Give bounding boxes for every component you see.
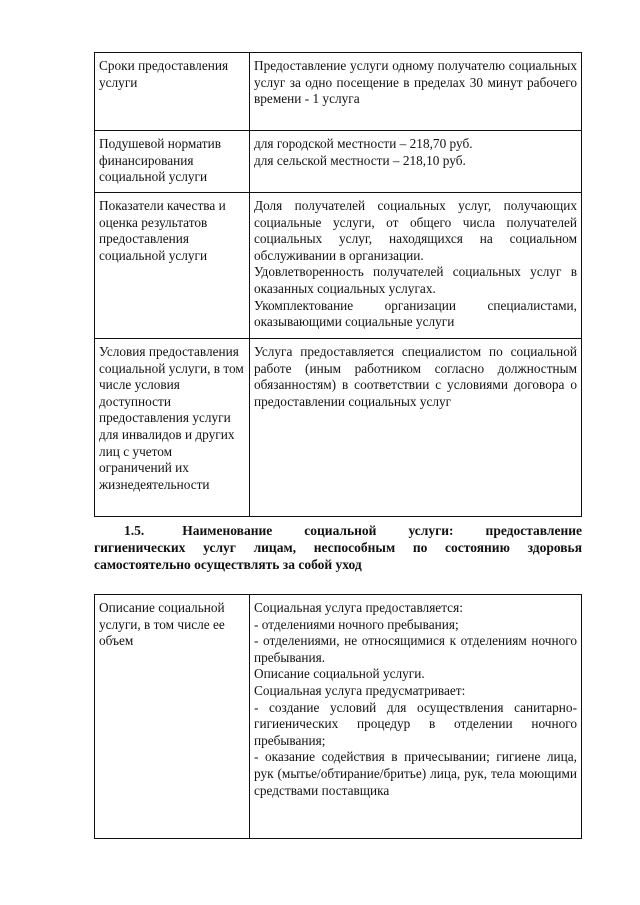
row-label: Показатели качества и оценка результатов предоставления социальной услуги: [95, 193, 250, 339]
row-content: [250, 131, 582, 193]
table-row: [95, 595, 582, 839]
table-row: [95, 193, 582, 339]
content-line: Доля получателей социальных услуг, получающих социальные услуги, от общего числа получателей социальных услуг, находящихся на социальном обслуживании в организации.: [254, 198, 577, 263]
content-line: Социальная услуга предусматривает:: [254, 682, 466, 698]
row-content: [250, 339, 582, 517]
table-row: [95, 339, 582, 517]
content-line: - отделениями ночного пребывания;: [254, 616, 459, 632]
service-table-1: [94, 52, 582, 517]
content-line: Социальная услуга предоставляется:: [254, 600, 463, 615]
table-row: [95, 53, 582, 131]
content-line: - оказание содействия в причесывании; гигиене лица, рук (мытье/обтирание/бритье) лица, рук, тела моющими средствами поставщика: [254, 749, 577, 798]
table-row: [95, 131, 582, 193]
section-title: Наименование социальной услуги: предоставление гигиенических услуг лицам, неспособным по состоянию здоровья самостоятельно осуществлять за собой уход: [94, 523, 582, 572]
content-line: для сельской местности – 218,10 руб.: [254, 152, 466, 168]
row-content: [250, 53, 582, 131]
section-number: 1.5.: [124, 523, 145, 538]
row-content: [250, 193, 582, 339]
row-label: Условия предоставления социальной услуги, в том числе условия доступности предоставления услуги для инвалидов и других лиц с учетом ограничений их жизнедеятельности: [95, 339, 250, 517]
content-line: для городской местности – 218,70 руб.: [254, 136, 473, 151]
content-line: Услуга предоставляется специалистом по социальной работе (иным работником согласно должностным обязанностям) в соответствии с условиями договора о предоставлении социальных услуг: [254, 344, 577, 409]
row-label: Описание социальной услуги, в том числе ее объем: [95, 595, 250, 839]
section-heading: [94, 522, 582, 573]
content-line: Описание социальной услуги.: [254, 666, 425, 682]
content-line: Удовлетворенность получателей социальных услуг в оказанных социальных услугах.: [254, 264, 577, 296]
service-table-2: [94, 594, 582, 839]
content-line: Предоставление услуги одному получателю социальных услуг за одно посещение в пределах 30 минут рабочего времени - 1 услуга: [254, 58, 577, 107]
row-label: Подушевой норматив финансирования социальной услуги: [95, 131, 250, 193]
content-line: - создание условий для осуществления санитарно-гигиенических процедур в отделении ночного пребывания;: [254, 699, 577, 748]
row-content: [250, 595, 582, 839]
content-line: - отделениями, не относящимися к отделениям ночного пребывания.: [254, 633, 577, 665]
content-line: Укомплектование организации специалистами, оказывающими социальные услуги: [254, 297, 577, 330]
row-label: Сроки предоставления услуги: [95, 53, 250, 131]
